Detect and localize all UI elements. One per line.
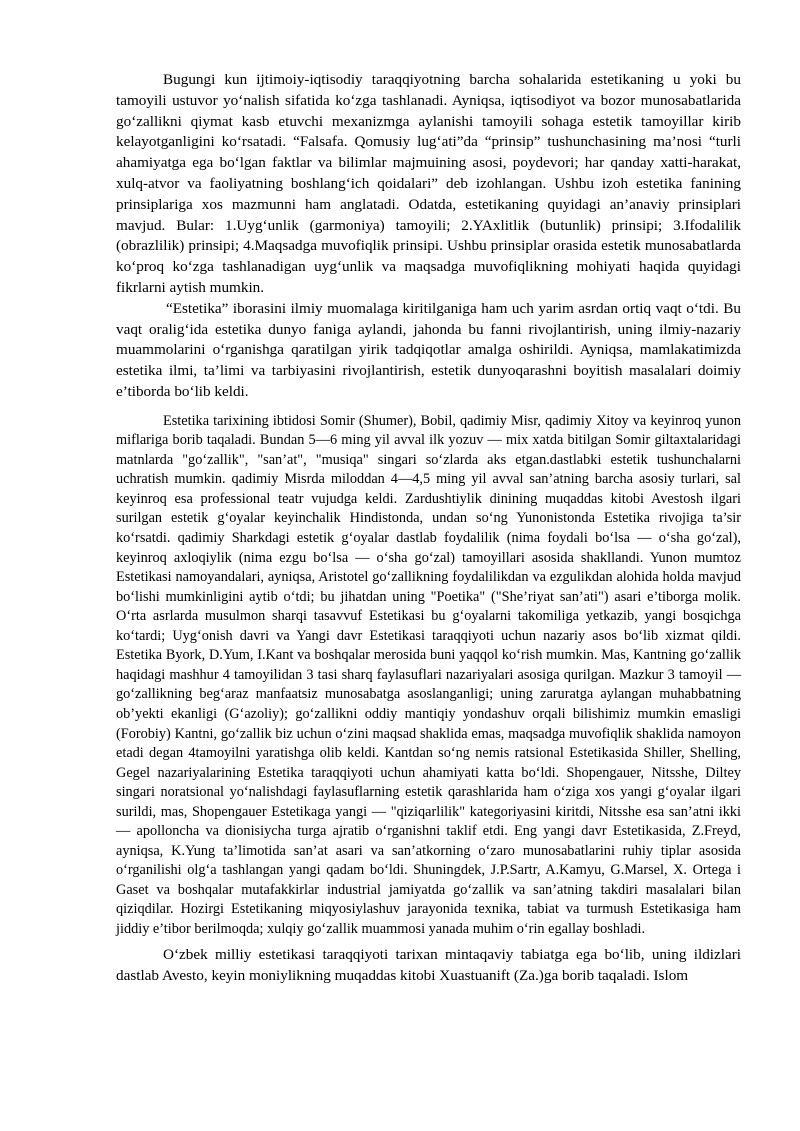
paragraph-aesthetic-principles: Bugungi kun ijtimoiy-iqtisodiy taraqqiyotning barcha sohalarida estetikaning u yoki bu tamoyili ustuvor yo‘nalish sifatida ko‘zga tashlanadi. Ayniqsa, iqtisodiyot va bozor munosabatlarida go‘zallikni qiymat kasb etuvchi mexanizmga aylanishi tamoyili sohaga estetik tamoyillar kirib kelayotganligini ko‘rsatadi. “Falsafa. Qomusiy lug‘ati”da “prinsip” tushunchasining ma’nosi “turli ahamiyatga ega bo‘lgan faktlar va bilimlar majmuining asosi, poydevori; har qanday xatti-harakat, xulq-atvor va faoliyatning boshlang‘ich qoidalari” deb izohlangan. Ushbu izoh estetika fanining prinsiplariga xos mazmunni ham anglatadi. Odatda, estetikaning quyidagi an’anaviy prinsiplari mavjud. Bular: 1.Uyg‘unlik (garmoniya) tamoyili; 2.YAxlitlik (butunlik) prinsipi; 3.Ifodalilik (obrazlilik) prinsipi; 4.Maqsadga muvofiqlik prinsipi. Ushbu prinsiplar orasida estetik munosabatlarda ko‘proq ko‘zga tashlanadigan uyg‘unlik va maqsadga muvofiqlikning mohiyati haqida quyidagi fikrlarni aytish mumkin. [116, 71, 741, 296]
paragraph-aesthetics-term: “Estetika” iborasini ilmiy muomalaga kiritilganiga ham uch yarim asrdan ortiq vaqt o‘tdi. Bu vaqt oralig‘ida estetika dunyo faniga aylandi, jahonda bu fanni rivojlantirish, uning ilmiy-nazariy muammolarini o‘rganishga qaratilgan yirik tadqiqotlar amalga oshirildi. Ayniqsa, mamlakatimizda estetika ilmi, ta’limi va tarbiyasini rivojlantirish, estetik dunyoqarashni boyitish masalalari doimiy e’tiborda bo‘lib keldi. [116, 299, 741, 400]
paragraph-history-of-aesthetics: Estetika tarixining ibtidosi Somir (Shumer), Bobil, qadimiy Misr, qadimiy Xitoy va keyinroq yunon miflariga borib taqaladi. Bundan 5—6 ming yil avval ilk yozuv — mix xatda bitilgan Somir giltaxtalaridagi matnlarda "go‘zallik", "san’at", "musiqa" singari so‘zlarda aks etgan.dastlabki estetik tushunchalarni uchratish mumkin. qadimiy Misrda miloddan 4—4,5 ming yil avval san’atning barcha asosiy turlari, sal keyinroq esa professional teatr vujudga keldi. Zardushtiylik dinining muqaddas kitobi Avestosh ilgari surilgan estetik g‘oyalar keyinchalik Hindistonda, undan so‘ng Yunonistonda Estetika rivojiga ta’sir ko‘rsatdi. qadimiy Sharkdagi estetik g‘oyalar dastlab foydalilik (nima foydali bo‘lsa — o‘sha go‘zal), keyinroq axloqiylik (nima ezgu bo‘lsa — o‘sha go‘zal) tamoyillari asosida shakllandi. Yunon mumtoz Estetikasi namoyandalari, ayniqsa, Aristotel go‘zallikning foydalilikdan va ezgulikdan alohida holda mavjud bo‘lishi mumkinligini aytib o‘tdi; bu jihatdan uning "Poetika" ("She’riyat san’ati") asari e’tiborga molik. O‘rta asrlarda musulmon sharqi tasavvuf Estetikasi bu g‘oyalarni takomiliga yetkazib, yangi bosqichga ko‘tardi; Uyg‘onish davri va Yangi davr Estetikasi taraqqiyoti uchun nazariy asos bo‘lib xizmat qildi. Estetika Byork, D.Yum, I.Kant va boshqalar merosida buni yaqqol ko‘rish mumkin. Mas, Kantning go‘zallik haqidagi mashhur 4 tamoyilidan 3 tasi sharq faylasuflari nazariyalari asosiga qurilgan. Mazkur 3 tamoyil — go‘zallikning beg‘araz manfaatsiz munosabatga asoslanganligi; uning zaruratga aylangan muhabbatning ob’yekti ekanligi (G‘azoliy); go‘zallikni oddiy mantiqiy yondashuv orqali bilishimiz mumkin emasligi (Forobiy) Kantni, go‘zallik biz uchun o‘zini maqsad shaklida emas, maqsadga muvofiqlik shaklida namoyon etadi degan 4tamoyilni yaratishga olib keldi. Kantdan so‘ng nemis ratsional Estetikasida Shiller, Shelling, Gegel nazariyalarining Estetika taraqqiyoti uchun ahamiyati katta bo‘ldi. Shopengauer, Nitsshe, Diltey singari noratsional yo‘nalishdagi faylasuflarning estetik qarashlarida ham o‘ziga xos yangi g‘oyalar ilgari surildi, mas, Shopengauer Estetikaga yangi — "qiziqarlilik" kategoriyasini kiritdi, Nitsshe esa san’atni ikki — apolloncha va dionisiycha turga ajratib o‘rganishni taklif etdi. Eng yangi davr Estetikasida, Z.Freyd, ayniqsa, K.Yung ta’limotida san’at asari va san’atkorning o‘zaro munosabatlarini ruhiy tiplar asosida o‘rganilishi olg‘a tashlangan yangi qadam bo‘ldi. Shuningdek, J.P.Sartr, A.Kamyu, G.Marsel, X. Ortega i Gaset va boshqalar mutafakkirlar industrial jamiyatda go‘zallik va san’atning takdiri masalalari bilan qiziqdilar. Hozirgi Estetikaning miqyosiylashuv jarayonida texnika, tabiat va turmush Estetikasiga ham jiddiy e’tibor berilmoqda; xulqiy go‘zallik muammosi yanada muhim o‘rin egallay boshladi. [116, 412, 741, 937]
document-page [116, 70, 741, 986]
paragraph-uzbek-aesthetics: O‘zbek milliy estetikasi taraqqiyoti tarixan mintaqaviy tabiatga ega bo‘lib, uning ildizlari dastlab Avesto, keyin moniylikning muqaddas kitobi Xuastuanift (Za.)ga borib taqaladi. Islom [116, 945, 741, 984]
